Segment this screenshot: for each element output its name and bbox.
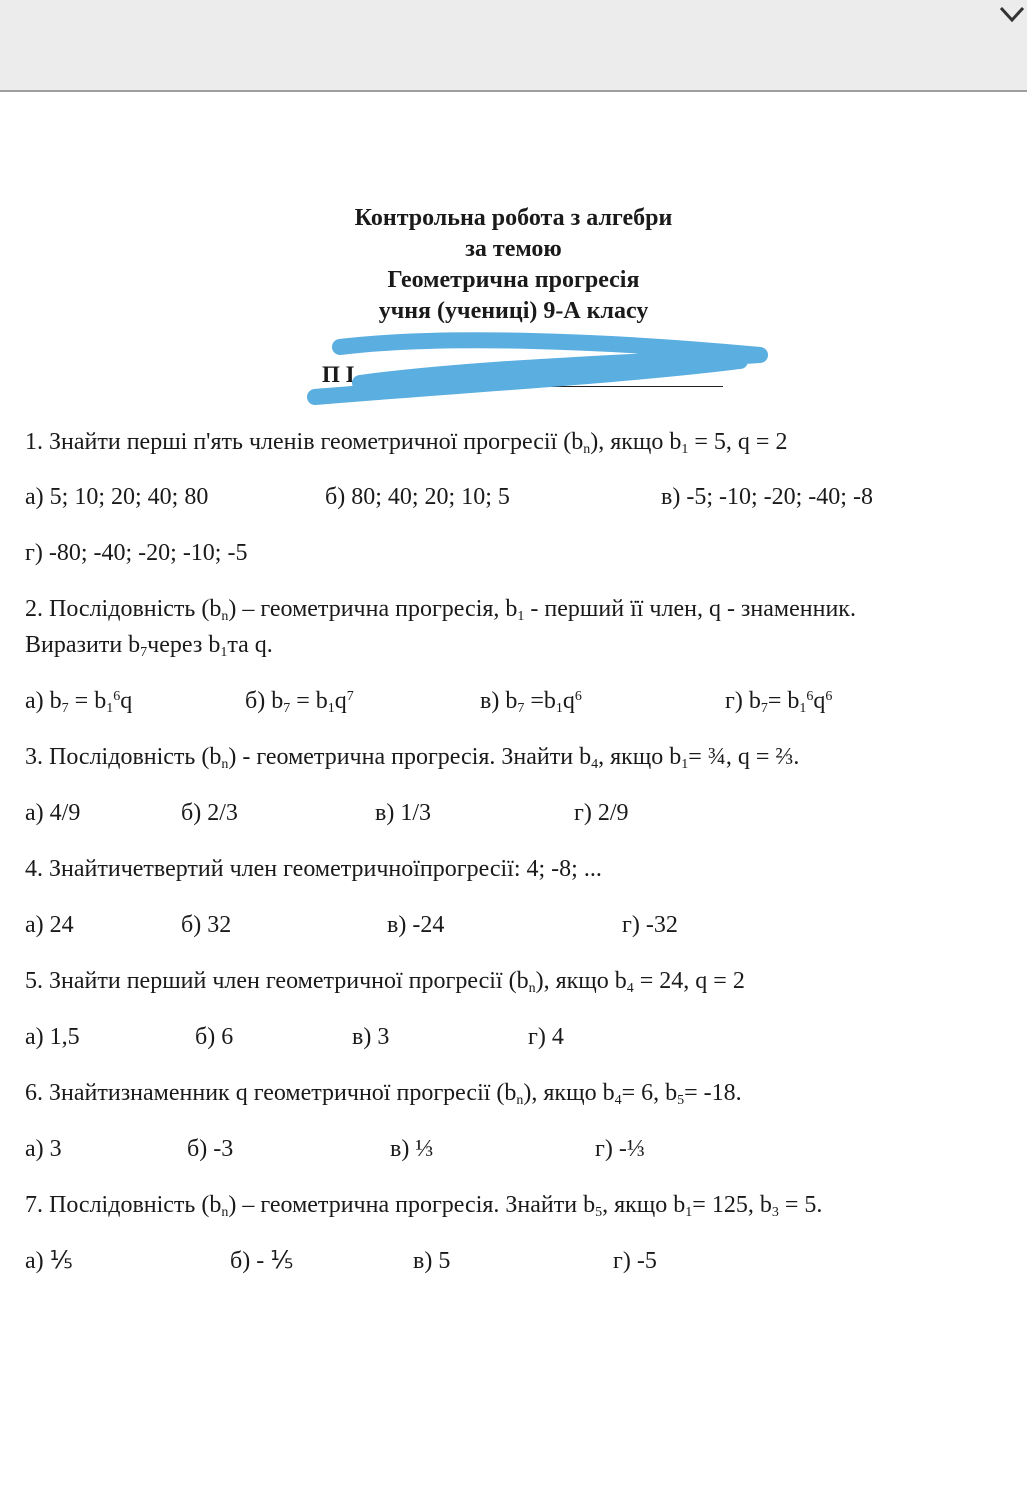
- q7-option-b: б) - ⅕: [230, 1248, 294, 1274]
- question-1: 1. Знайти перші п'ять членів геометричної прогресії $(b_n)$, якщо $b_1 = 5$, q = 2: [25, 429, 788, 457]
- q6-option-c: в) ⅓: [390, 1136, 434, 1162]
- q4-option-b: б) 32: [181, 912, 232, 938]
- q5-option-b: б) 6: [195, 1024, 234, 1050]
- student-name-label: П І: [322, 362, 355, 387]
- q3-option-c: в) 1/3: [375, 800, 431, 826]
- question-7: 7. Послідовність $(b_n)$ – геометрична прогресія. Знайти $b_5$, якщо $b_1= 125$, $b_3 = 5$.: [25, 1192, 823, 1220]
- q5-option-c: в) 3: [352, 1024, 390, 1050]
- chevron-down-icon[interactable]: [997, 0, 1027, 30]
- question-6: 6. Знайтизнаменник q геометричної прогресії $(b_n)$, якщо $b_4= 6$, $b_5= -18$.: [25, 1080, 742, 1108]
- q7-option-d: г) -5: [613, 1248, 657, 1274]
- q3-option-d: г) 2/9: [574, 800, 629, 826]
- q6-option-a: а) 3: [25, 1136, 62, 1162]
- question-5: 5. Знайти перший член геометричної прогресії $(b_n)$, якщо $b_4 = 24$, q = 2: [25, 968, 745, 996]
- question-4: 4. Знайтичетвертий член геометричноїпрогресії: 4; -8; ...: [25, 856, 602, 882]
- q6-option-d: г) -⅓: [595, 1136, 645, 1162]
- question-2: 2. Послідовність $(b_n)$ – геометрична прогресія, $b_1$ - перший її член, q - знаменник.: [25, 596, 856, 624]
- question-2-line-2: Виразити $b_7через$ $b_1та$ q.: [25, 632, 273, 660]
- q7-option-a: а) ⅕: [25, 1248, 73, 1274]
- q2-option-b: б) $b_7 = b_1q^7$: [245, 688, 354, 716]
- header-class: учня (учениці) 9-А класу: [378, 298, 649, 324]
- q1-option-c: в) -5; -10; -20; -40; -8: [661, 484, 873, 510]
- q2-option-a: а) $b_7 = b_1^6q$: [25, 688, 133, 716]
- header-subtitle: за темою: [465, 236, 562, 262]
- document-header: [0, 203, 1027, 327]
- q4-option-a: а) 24: [25, 912, 74, 938]
- q3-option-a: а) 4/9: [25, 800, 81, 826]
- header-topic: Геометрична прогресія: [387, 267, 640, 293]
- q3-option-b: б) 2/3: [181, 800, 238, 826]
- q4-option-d: г) -32: [622, 912, 678, 938]
- q7-option-c: в) 5: [413, 1248, 451, 1274]
- q4-option-c: в) -24: [387, 912, 445, 938]
- q1-option-a: а) 5; 10; 20; 40; 80: [25, 484, 209, 510]
- q1-option-b: б) 80; 40; 20; 10; 5: [325, 484, 510, 510]
- question-3: 3. Послідовність $(b_n)$ - геометрична прогресія. Знайти $b_4$, якщо $b_1=$ ¾, q = ⅔.: [25, 744, 800, 772]
- q2-option-d: г) $b_7= b_1^6q^6$: [725, 688, 833, 716]
- q5-option-a: а) 1,5: [25, 1024, 80, 1050]
- redaction-scribble: [300, 325, 790, 415]
- header-title: Контрольна робота з алгебри: [354, 205, 673, 231]
- q1-option-d: г) -80; -40; -20; -10; -5: [25, 540, 248, 566]
- q5-option-d: г) 4: [528, 1024, 564, 1050]
- q6-option-b: б) -3: [187, 1136, 234, 1162]
- q2-option-c: в) $b_7 =b_1q^6$: [480, 688, 582, 716]
- viewer-toolbar: [0, 0, 1027, 92]
